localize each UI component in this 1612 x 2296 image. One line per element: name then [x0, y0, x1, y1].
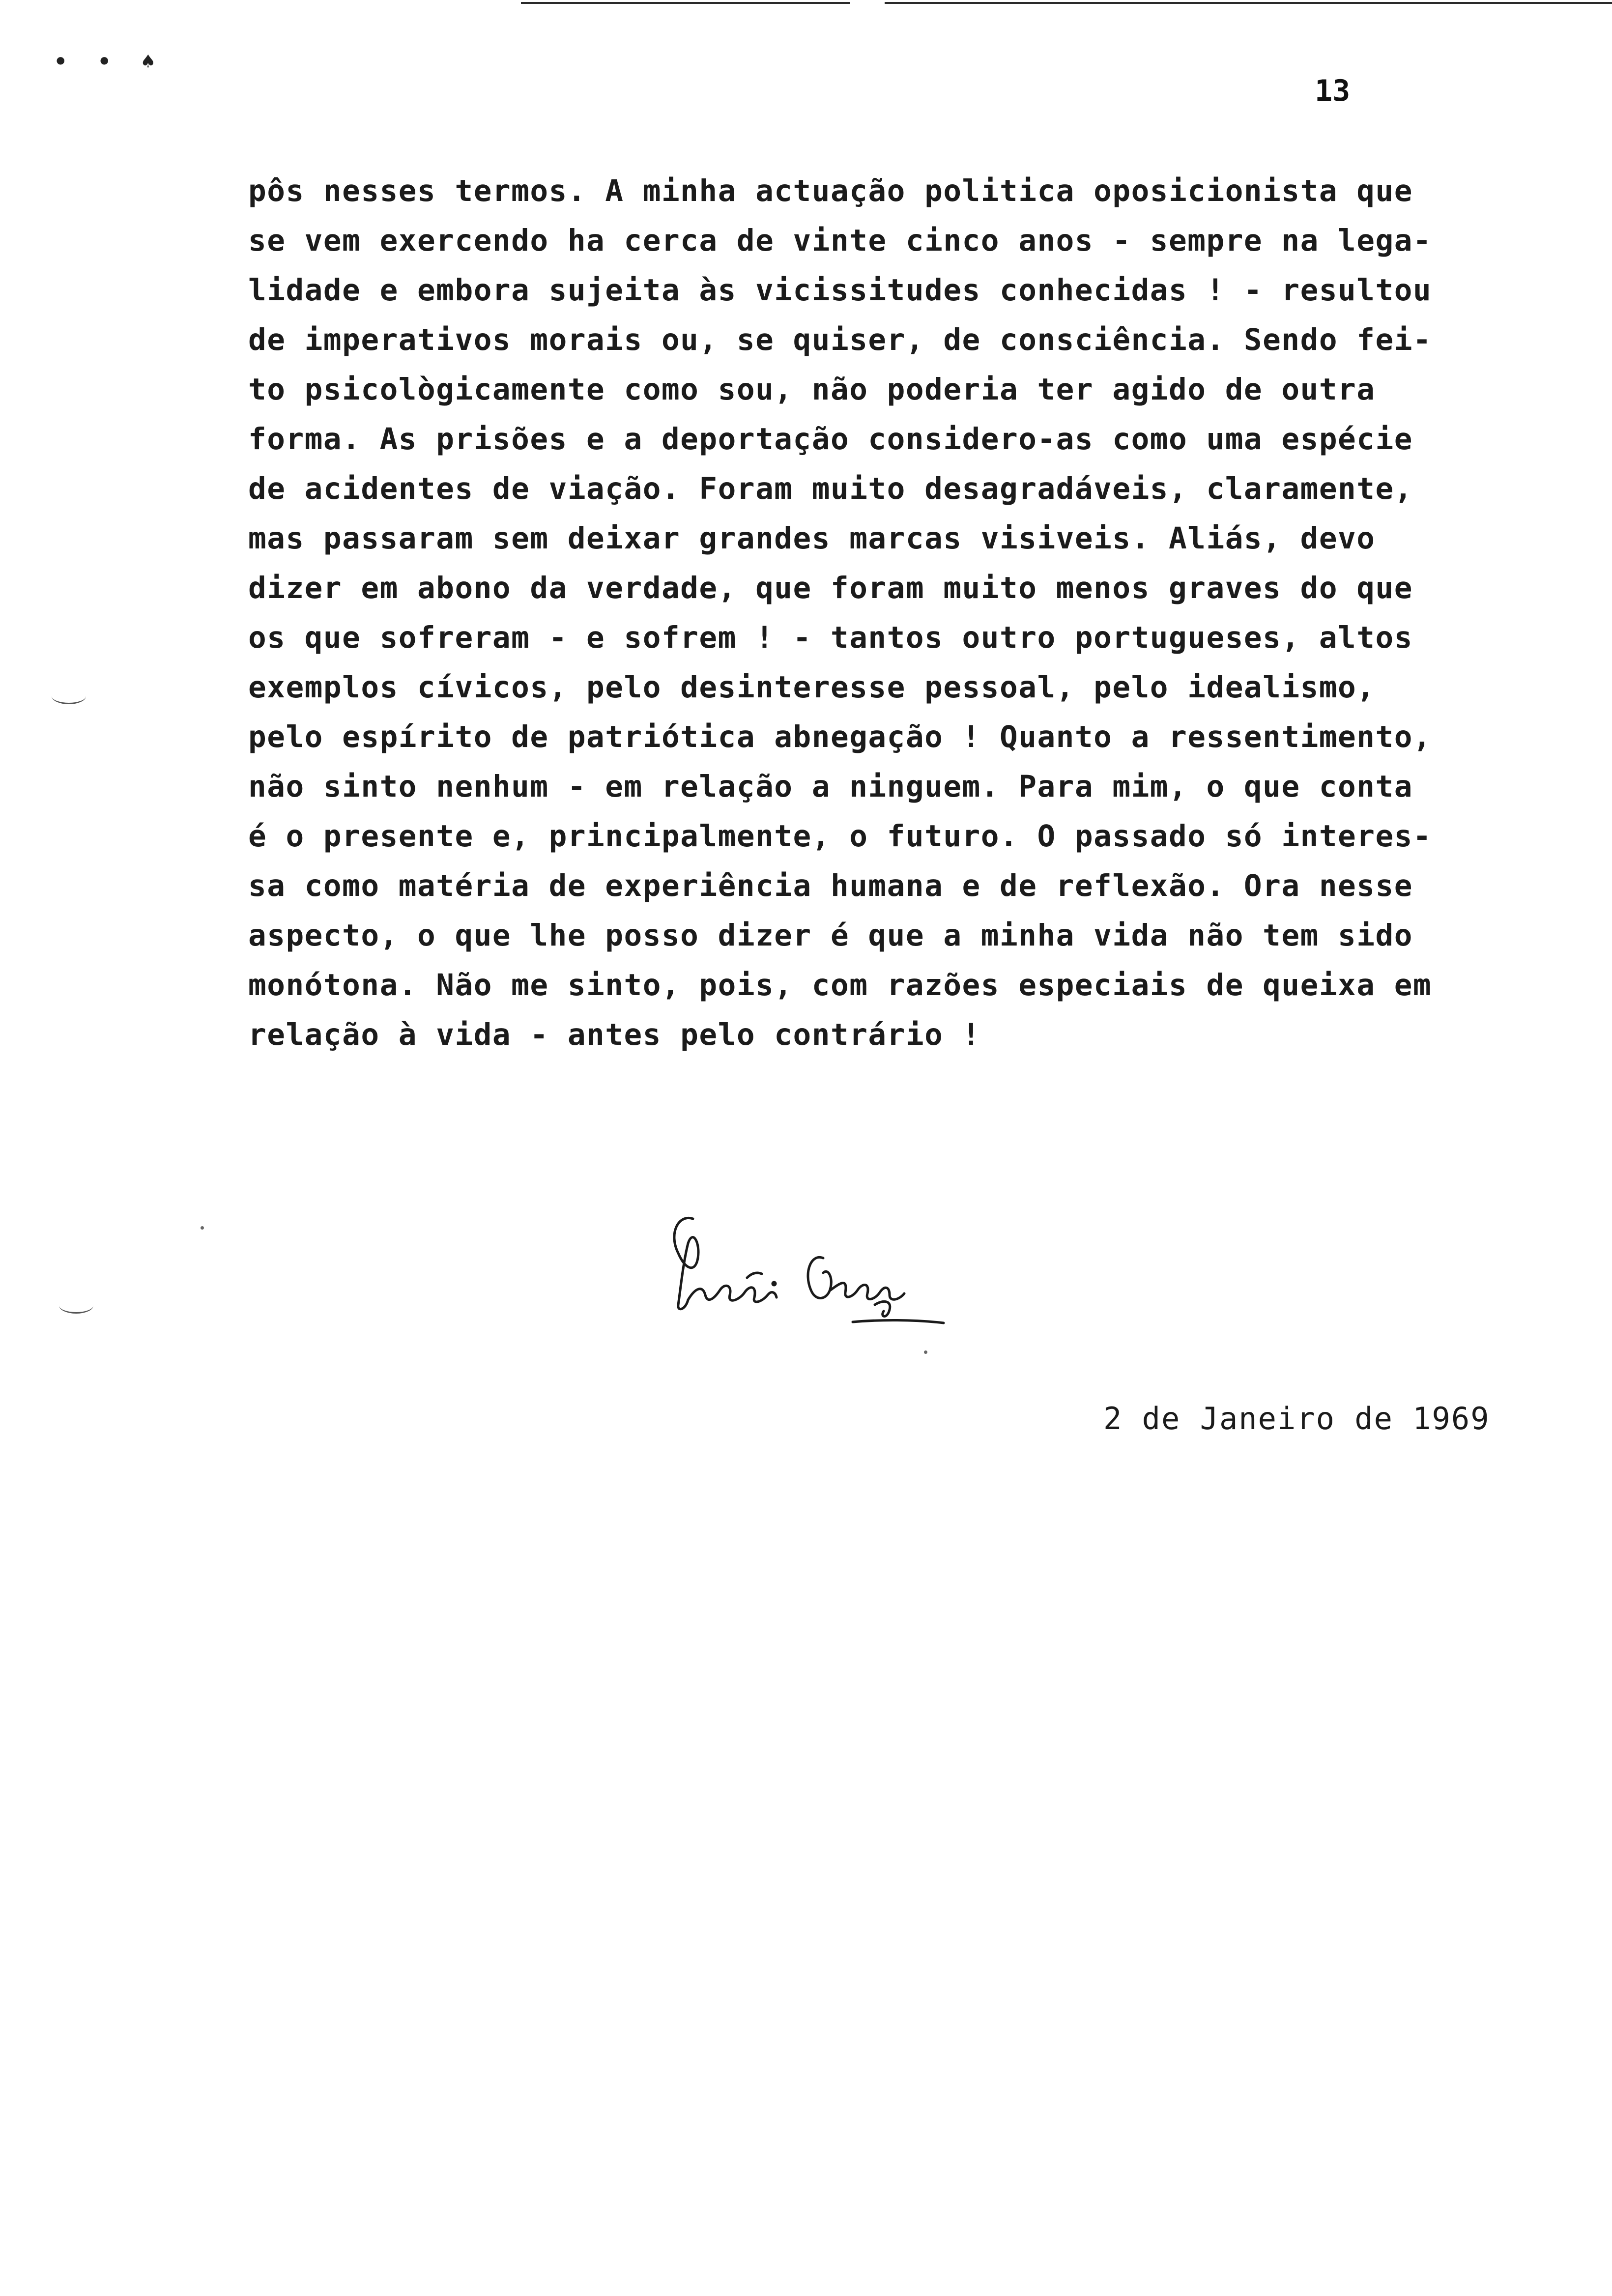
text-line: sa como matéria de experiência humana e de reflexão. Ora nesse — [248, 868, 1413, 903]
handwritten-signature — [659, 1199, 963, 1347]
margin-mark — [52, 688, 86, 704]
text-line: pelo espírito de patriótica abnegação ! Quanto a ressentimento, — [248, 719, 1432, 754]
document-date: 2 de Janeiro de 1969 — [1103, 1401, 1490, 1436]
text-line: dizer em abono da verdade, que foram muito menos graves do que — [248, 571, 1413, 605]
text-line: exemplos cívicos, pelo desinteresse pessoal, pelo idealismo, — [248, 670, 1376, 705]
text-line: monótona. Não me sinto, pois, com razões especiais de queixa em — [248, 968, 1432, 1003]
speck — [924, 1350, 927, 1354]
text-line: se vem exercendo ha cerca de vinte cinco anos - sempre na lega- — [248, 223, 1432, 258]
text-line: não sinto nenhum - em relação a ninguem. Para mim, o que conta — [248, 769, 1413, 804]
margin-mark — [59, 1297, 93, 1314]
text-line: de acidentes de viação. Foram muito desagradáveis, claramente, — [248, 471, 1413, 506]
text-line: de imperativos morais ou, se quiser, de consciência. Sendo fei- — [248, 322, 1432, 357]
text-line: mas passaram sem deixar grandes marcas visiveis. Aliás, devo — [248, 521, 1376, 556]
text-line: forma. As prisões e a deportação considero-as como uma espécie — [248, 422, 1413, 457]
page-number: 13 — [1315, 74, 1351, 108]
text-line: pôs nesses termos. A minha actuação politica oposicionista que — [248, 173, 1413, 208]
text-line: lidade e embora sujeita às vicissitudes conhecidas ! - resultou — [248, 273, 1432, 308]
speck — [201, 1226, 204, 1230]
text-line: os que sofreram - e sofrem ! - tantos outro portugueses, altos — [248, 620, 1413, 655]
text-line: to psicològicamente como sou, não poderia ter agido de outra — [248, 372, 1376, 407]
top-edge-rule — [885, 2, 1612, 4]
text-line: relação à vida - antes pelo contrário ! — [248, 1017, 981, 1052]
top-edge-rule — [521, 2, 850, 4]
corner-marks: • • ♠ — [54, 49, 164, 74]
body-text — [248, 166, 1526, 1060]
text-line: é o presente e, principalmente, o futuro. O passado só interes- — [248, 819, 1432, 854]
text-line: aspecto, o que lhe posso dizer é que a minha vida não tem sido — [248, 918, 1413, 953]
